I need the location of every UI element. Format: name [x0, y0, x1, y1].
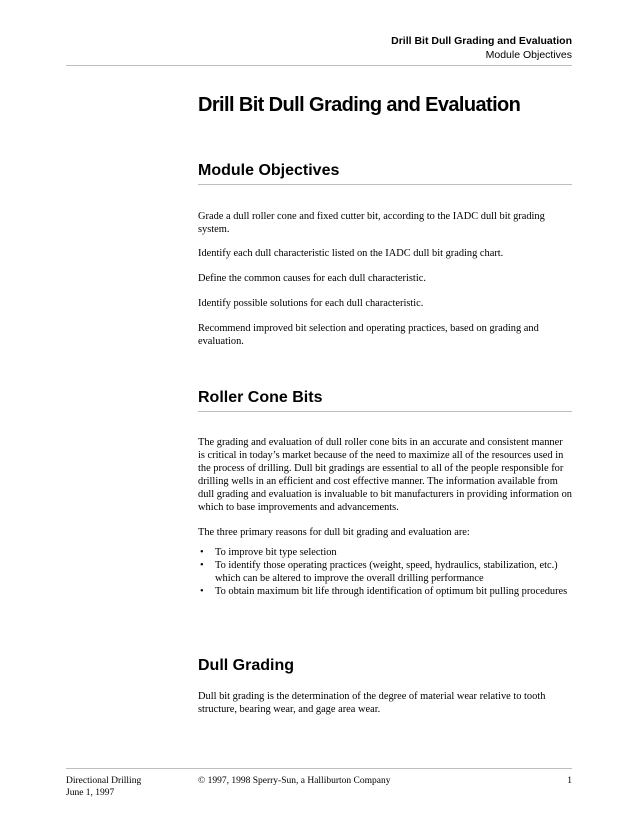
footer-rule [66, 768, 572, 769]
section-heading: Dull Grading [198, 657, 294, 674]
list-item: • To identify those operating practices (weight, speed, hydraulics, stabilization, etc.) which can be altered to improve the overall drilling performance [198, 559, 572, 585]
objective-item: Identify possible solutions for each dull characteristic. [198, 298, 424, 309]
body-paragraph: Dull bit grading is the determination of the degree of material wear relative to tooth structure, bearing wear, and gage area wear. [198, 691, 546, 715]
reasons-intro: The three primary reasons for dull bit grading and evaluation are: [198, 527, 470, 538]
footer-course: Directional Drilling [66, 776, 142, 786]
list-item: • To improve bit type selection [198, 546, 572, 559]
objective-item: Define the common causes for each dull characteristic. [198, 273, 426, 284]
roller-cone-body [198, 436, 572, 598]
running-header [391, 34, 572, 62]
page-number: 1 [567, 776, 572, 786]
reasons-list [198, 546, 572, 598]
list-item: • To obtain maximum bit life through identification of optimum bit pulling procedures [198, 585, 572, 598]
page-title: Drill Bit Dull Grading and Evaluation [198, 94, 521, 116]
header-subtitle: Module Objectives [485, 49, 572, 61]
footer-copyright: © 1997, 1998 Sperry-Sun, a Halliburton Company [198, 776, 391, 786]
header-title: Drill Bit Dull Grading and Evaluation [391, 35, 572, 47]
objective-item: Recommend improved bit selection and operating practices, based on grading and evaluation. [198, 323, 539, 347]
section-rule [198, 184, 572, 185]
section-dull-grading [198, 657, 572, 675]
section-heading: Roller Cone Bits [198, 389, 323, 406]
section-rule [198, 411, 572, 412]
header-rule [66, 65, 572, 66]
section-heading: Module Objectives [198, 162, 340, 179]
dull-grading-body [198, 690, 572, 716]
objectives-list [198, 210, 572, 348]
section-module-objectives [198, 162, 572, 185]
footer-date: June 1, 1997 [66, 788, 115, 798]
footer-left [66, 775, 141, 799]
body-paragraph: The grading and evaluation of dull roller cone bits in an accurate and consistent manner is critical in today’s market because of the need to maximize all of the resources used in the process of drilling. Dull bit gradings are essential to all of the people responsible for drilling wells in an efficient and cost effective manner. The information available from dull grading and evaluation is invaluable to bit manufacturers in providing information on which to base improvements and advancements. [198, 437, 572, 513]
section-roller-cone-bits [198, 389, 572, 412]
objective-item: Identify each dull characteristic listed on the IADC dull bit grading chart. [198, 248, 504, 259]
objective-item: Grade a dull roller cone and fixed cutter bit, according to the IADC dull bit grading system. [198, 211, 545, 235]
